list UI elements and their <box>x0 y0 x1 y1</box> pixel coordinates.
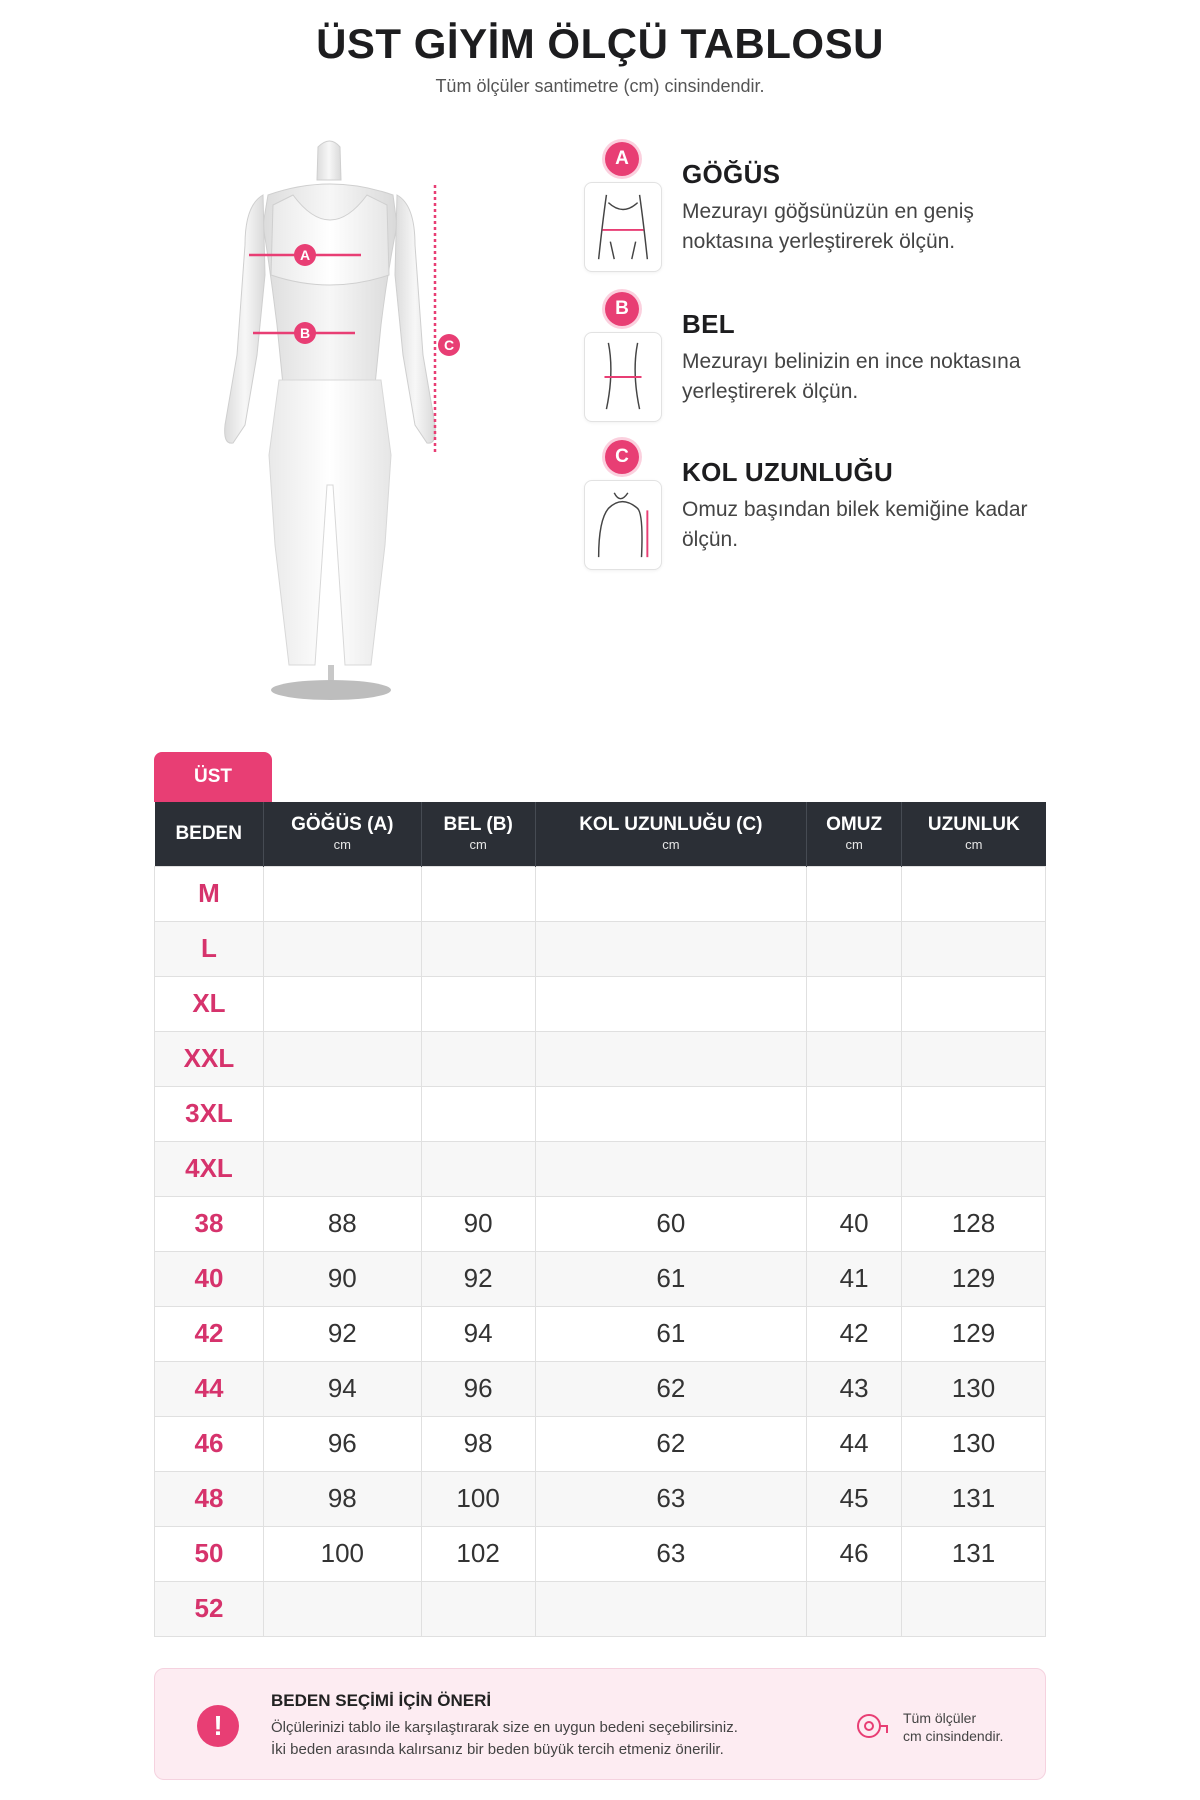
chest-measure-icon <box>584 182 662 272</box>
measure-cell <box>807 1141 902 1196</box>
measure-cell: 62 <box>535 1361 807 1416</box>
measure-cell <box>807 921 902 976</box>
tip-note <box>903 1709 1003 1745</box>
measure-cell: 130 <box>902 1361 1046 1416</box>
tip-text <box>271 1717 831 1761</box>
page-title: ÜST GİYİM ÖLÇÜ TABLOSU <box>316 20 884 67</box>
measure-cell <box>263 866 421 921</box>
measure-cell: 129 <box>902 1306 1046 1361</box>
guide-chest <box>584 142 1054 282</box>
measure-cell <box>902 866 1046 921</box>
guide-title: BEL <box>682 309 735 339</box>
size-cell: 48 <box>155 1471 264 1526</box>
guide-title: GÖĞÜS <box>682 159 781 189</box>
table-tab-ust[interactable]: ÜST <box>154 752 272 802</box>
measure-cell: 98 <box>263 1471 421 1526</box>
waist-measure-icon <box>584 332 662 422</box>
measure-cell: 92 <box>421 1251 535 1306</box>
size-cell: XXL <box>155 1031 264 1086</box>
measure-cell <box>535 866 807 921</box>
column-label: BEDEN <box>175 822 242 844</box>
table-row <box>155 1361 1046 1416</box>
size-cell: 3XL <box>155 1086 264 1141</box>
measure-cell <box>535 1141 807 1196</box>
guide-title: KOL UZUNLUĞU <box>682 457 894 487</box>
column-label: BEL (B) <box>443 814 513 836</box>
exclamation-icon: ! <box>197 1705 239 1747</box>
table-row <box>155 1306 1046 1361</box>
measure-cell: 131 <box>902 1471 1046 1526</box>
table-row <box>155 1416 1046 1471</box>
column-unit: cm <box>845 837 863 853</box>
column-label: KOL UZUNLUĞU (C) <box>579 814 763 836</box>
page-subtitle: Tüm ölçüler santimetre (cm) cinsindendir. <box>435 76 765 96</box>
size-cell: XL <box>155 976 264 1031</box>
size-cell: 38 <box>155 1196 264 1251</box>
size-table <box>154 802 1046 1637</box>
mannequin-illustration <box>165 125 505 705</box>
measure-cell: 128 <box>902 1196 1046 1251</box>
measure-cell <box>902 1031 1046 1086</box>
measure-cell <box>535 1581 807 1636</box>
measure-cell <box>902 976 1046 1031</box>
measure-cell: 131 <box>902 1526 1046 1581</box>
column-label: GÖĞÜS (A) <box>291 814 394 836</box>
guide-badge: A <box>605 142 639 176</box>
measure-cell <box>421 1581 535 1636</box>
measure-cell: 98 <box>421 1416 535 1471</box>
table-row <box>155 921 1046 976</box>
guide-desc: Omuz başından bilek kemiğine kadar ölçün. <box>682 498 1028 551</box>
column-label: OMUZ <box>826 814 883 836</box>
measure-cell <box>421 921 535 976</box>
measure-cell <box>535 1031 807 1086</box>
tape-measure-icon <box>855 1709 889 1743</box>
column-header <box>535 802 807 866</box>
marker-b: B <box>299 325 311 341</box>
marker-c: C <box>443 337 455 353</box>
size-cell: 42 <box>155 1306 264 1361</box>
measure-cell <box>263 976 421 1031</box>
measure-cell: 102 <box>421 1526 535 1581</box>
tip-line: Ölçülerinizi tablo ile karşılaştırarak size en uygun bedeni seçebilirsiniz. <box>271 1719 738 1736</box>
measure-cell: 63 <box>535 1471 807 1526</box>
arm-length-icon <box>584 480 662 570</box>
table-row <box>155 1196 1046 1251</box>
measure-cell <box>807 976 902 1031</box>
measure-cell <box>421 976 535 1031</box>
measure-cell <box>807 1086 902 1141</box>
measure-cell <box>807 1031 902 1086</box>
measure-cell: 43 <box>807 1361 902 1416</box>
measure-cell <box>421 866 535 921</box>
column-unit: cm <box>965 837 983 853</box>
measure-cell <box>421 1141 535 1196</box>
measure-cell <box>263 1141 421 1196</box>
column-unit: cm <box>662 837 680 853</box>
measure-cell <box>263 1581 421 1636</box>
measure-cell <box>535 921 807 976</box>
measure-cell: 100 <box>263 1526 421 1581</box>
column-header <box>902 802 1046 866</box>
measure-cell: 88 <box>263 1196 421 1251</box>
guide-waist <box>584 292 1054 432</box>
size-cell: 40 <box>155 1251 264 1306</box>
measure-cell <box>902 921 1046 976</box>
size-advice-box <box>154 1668 1046 1780</box>
measure-cell: 90 <box>421 1196 535 1251</box>
measure-cell: 92 <box>263 1306 421 1361</box>
column-header <box>155 802 264 866</box>
table-row <box>155 1086 1046 1141</box>
column-header <box>263 802 421 866</box>
size-table-body <box>155 866 1046 1636</box>
measure-cell: 90 <box>263 1251 421 1306</box>
measure-cell: 45 <box>807 1471 902 1526</box>
table-row <box>155 976 1046 1031</box>
measure-cell: 46 <box>807 1526 902 1581</box>
measure-cell: 40 <box>807 1196 902 1251</box>
size-cell: M <box>155 866 264 921</box>
guide-arm-length <box>584 440 1054 580</box>
measure-cell <box>535 976 807 1031</box>
size-table-header <box>155 802 1046 866</box>
measure-cell <box>902 1086 1046 1141</box>
guide-badge: B <box>605 292 639 326</box>
table-row <box>155 866 1046 921</box>
size-cell: L <box>155 921 264 976</box>
measure-cell <box>263 1031 421 1086</box>
size-cell: 52 <box>155 1581 264 1636</box>
table-row <box>155 1031 1046 1086</box>
measure-cell <box>902 1581 1046 1636</box>
table-row <box>155 1141 1046 1196</box>
size-cell: 44 <box>155 1361 264 1416</box>
measure-cell: 41 <box>807 1251 902 1306</box>
measure-cell <box>535 1086 807 1141</box>
table-row <box>155 1526 1046 1581</box>
measure-cell <box>263 921 421 976</box>
guide-badge: C <box>605 440 639 474</box>
tip-note-line: Tüm ölçüler <box>903 1710 977 1726</box>
table-row <box>155 1471 1046 1526</box>
tip-line: İki beden arasında kalırsanız bir beden büyük tercih etmeniz önerilir. <box>271 1741 724 1758</box>
marker-a: A <box>299 247 311 263</box>
size-cell: 50 <box>155 1526 264 1581</box>
tip-title: BEDEN SEÇİMİ İÇİN ÖNERİ <box>271 1691 492 1710</box>
measure-cell <box>902 1141 1046 1196</box>
column-header <box>807 802 902 866</box>
guide-desc: Mezurayı göğsünüzün en geniş noktasına yerleştirerek ölçün. <box>682 200 974 253</box>
measure-cell: 42 <box>807 1306 902 1361</box>
table-row <box>155 1251 1046 1306</box>
measure-cell: 61 <box>535 1251 807 1306</box>
measure-cell: 129 <box>902 1251 1046 1306</box>
measure-cell: 94 <box>421 1306 535 1361</box>
measure-cell <box>263 1086 421 1141</box>
column-unit: cm <box>469 837 487 853</box>
measure-cell <box>807 1581 902 1636</box>
column-unit: cm <box>333 837 351 853</box>
size-cell: 46 <box>155 1416 264 1471</box>
table-row <box>155 1581 1046 1636</box>
measure-cell: 100 <box>421 1471 535 1526</box>
tip-note-line: cm cinsindendir. <box>903 1728 1004 1744</box>
mannequin-figure <box>165 125 505 705</box>
measure-cell: 130 <box>902 1416 1046 1471</box>
guide-desc: Mezurayı belinizin en ince noktasına yerleştirerek ölçün. <box>682 350 1021 403</box>
measure-cell <box>807 866 902 921</box>
measure-cell <box>421 1086 535 1141</box>
measure-cell: 60 <box>535 1196 807 1251</box>
measure-cell: 44 <box>807 1416 902 1471</box>
measure-cell: 61 <box>535 1306 807 1361</box>
size-cell: 4XL <box>155 1141 264 1196</box>
column-label: UZUNLUK <box>927 814 1020 836</box>
measure-cell <box>421 1031 535 1086</box>
measure-cell: 96 <box>263 1416 421 1471</box>
column-header <box>421 802 535 866</box>
measure-cell: 96 <box>421 1361 535 1416</box>
measure-cell: 62 <box>535 1416 807 1471</box>
measure-cell: 63 <box>535 1526 807 1581</box>
measure-cell: 94 <box>263 1361 421 1416</box>
